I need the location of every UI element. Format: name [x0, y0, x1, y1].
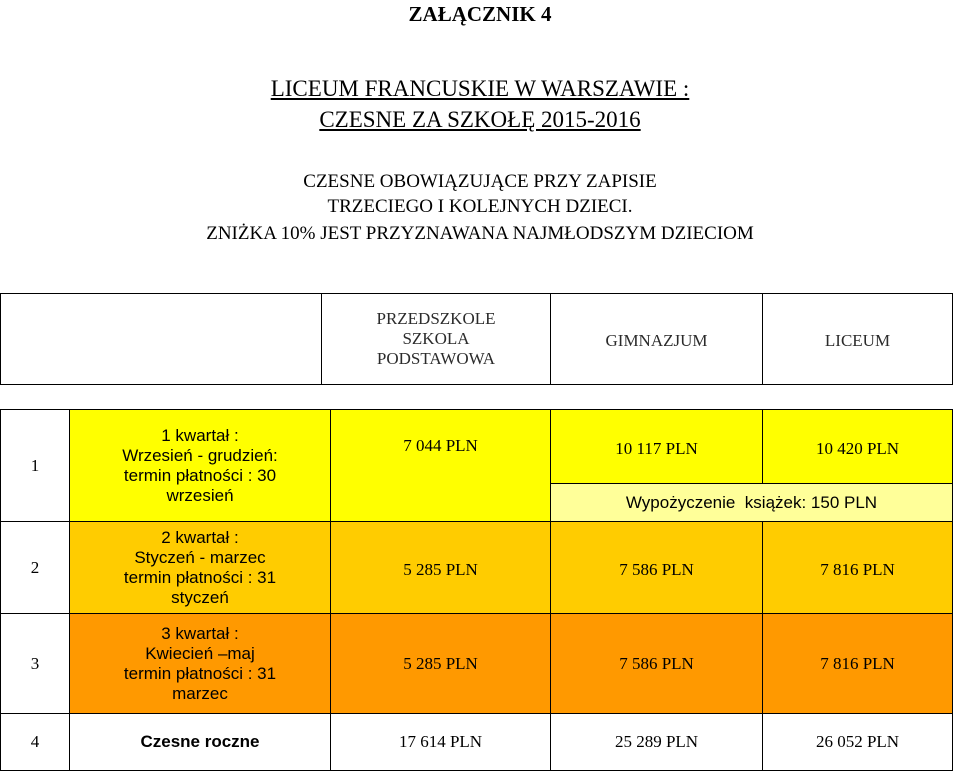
discount-note-line1: CZESNE OBOWIĄZUJĄCE PRZY ZAPISIE: [303, 171, 657, 192]
header-preschool-line2: SZKOLA: [402, 329, 470, 348]
row-2-period-line1: 2 kwartał :: [161, 527, 239, 547]
total-gimnazjum-fee: 25 289 PLN: [550, 713, 763, 771]
row-1-period-line2: Wrzesień - grudzień:: [122, 445, 278, 465]
discount-note-line3: ZNIŻKA 10% JEST PRZYZNAWANA NAJMŁODSZYM DZIECIOM: [206, 223, 754, 244]
row-1-liceum-fee: 10 420 PLN: [762, 409, 953, 484]
row-3-number: 3: [0, 613, 70, 714]
total-row-number: 4: [0, 713, 70, 771]
header-empty-cell: [0, 293, 322, 385]
row-2-liceum-fee: 7 816 PLN: [762, 521, 953, 614]
row-3-period-line1: 3 kwartał :: [161, 623, 239, 643]
row-1-gimnazjum-fee: 10 117 PLN: [550, 409, 763, 484]
row-3-period-line2: Kwiecień –maj: [145, 643, 255, 663]
row-3-period-line3: termin płatności : 31: [123, 663, 277, 683]
discount-note-line2: TRZECIEGO I KOLEJNYCH DZIECI.: [327, 196, 633, 217]
row-3-liceum-fee: 7 816 PLN: [762, 613, 953, 714]
row-3-gimnazjum-fee: 7 586 PLN: [550, 613, 763, 714]
header-preschool: [321, 293, 551, 385]
header-preschool-line3: PODSTAWOWA: [376, 349, 496, 368]
annex-label: ZAŁĄCZNIK 4: [408, 2, 552, 26]
row-1-period: [69, 409, 331, 522]
row-1-period-line3: termin płatności : 30: [123, 465, 277, 485]
header-gimnazjum: GIMNAZJUM: [550, 293, 763, 385]
total-row-label: Czesne roczne: [69, 713, 331, 771]
row-2-number: 2: [0, 521, 70, 614]
row-2-period-line2: Styczeń - marzec: [134, 547, 266, 567]
row-1-period-line4: wrzesień: [166, 485, 234, 505]
row-2-period-line4: styczeń: [171, 587, 229, 607]
book-rental-fee: Wypożyczenie książek: 150 PLN: [550, 483, 953, 522]
total-preschool-fee: 17 614 PLN: [330, 713, 551, 771]
document-title-line2: CZESNE ZA SZKOŁĘ 2015-2016: [319, 107, 641, 132]
row-2-gimnazjum-fee: 7 586 PLN: [550, 521, 763, 614]
row-1-preschool-fee: 7 044 PLN: [330, 409, 551, 522]
total-liceum-fee: 26 052 PLN: [762, 713, 953, 771]
row-1-number: 1: [0, 409, 70, 522]
header-preschool-line1: PRZEDSZKOLE: [376, 309, 496, 328]
header-liceum: LICEUM: [762, 293, 953, 385]
row-3-period: [69, 613, 331, 714]
document-title-line1: LICEUM FRANCUSKIE W WARSZAWIE :: [270, 76, 690, 101]
row-3-period-line4: marzec: [172, 683, 228, 703]
row-1-period-line1: 1 kwartał :: [161, 425, 239, 445]
row-2-period-line3: termin płatności : 31: [123, 567, 277, 587]
row-2-preschool-fee: 5 285 PLN: [330, 521, 551, 614]
row-3-preschool-fee: 5 285 PLN: [330, 613, 551, 714]
row-2-period: [69, 521, 331, 614]
